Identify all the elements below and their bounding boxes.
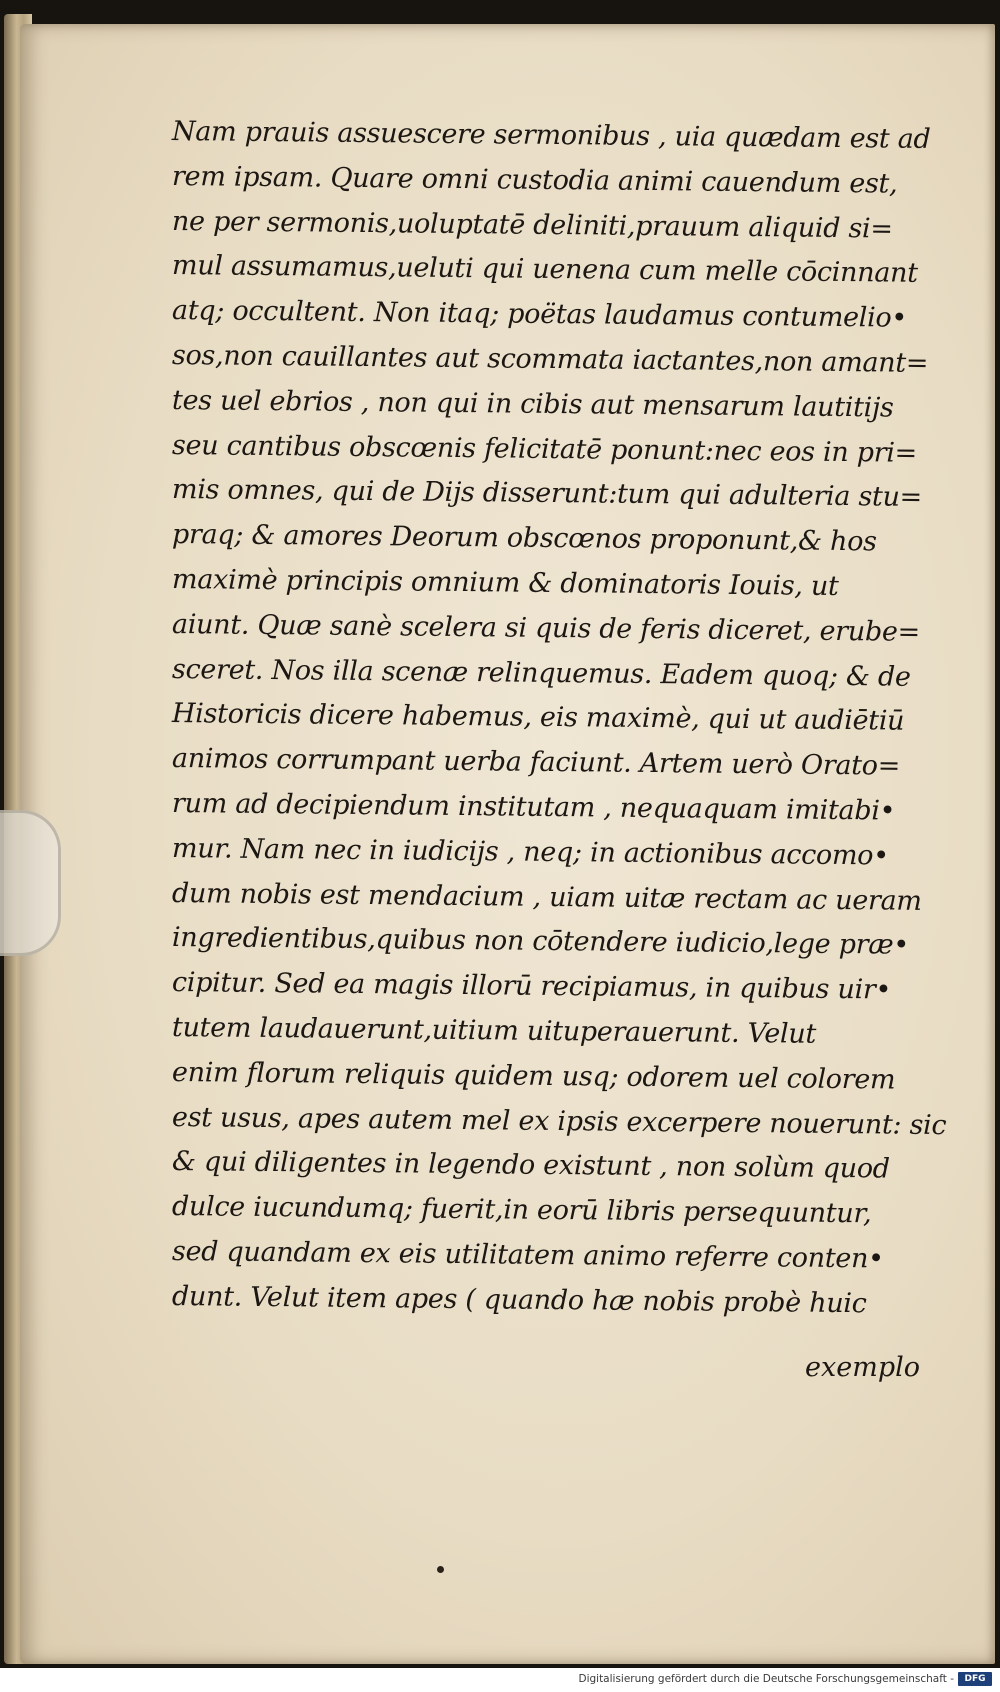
catchword: exemplo <box>805 1352 920 1383</box>
text-line: Historicis dicere habemus, eis maximè, qui ut audiētiū <box>171 698 905 738</box>
text-line: ne per sermonis,uoluptatē deliniti,prauum aliquid si= <box>171 205 893 245</box>
text-line: dum nobis est mendacium , uiam uitæ rectam ac ueram <box>171 877 922 917</box>
text-line: tes uel ebrios , non qui in cibis aut mensarum lautitijs <box>171 384 894 424</box>
text-line: praq; & amores Deorum obscœnos proponunt,& hos <box>171 519 877 558</box>
text-line: aiunt. Quæ sanè scelera si quis de feris diceret, erube= <box>171 608 921 648</box>
footer-credit: Digitalisierung gefördert durch die Deutsche Forschungsgemeinschaft - <box>578 1673 954 1685</box>
text-line: sceret. Nos illa scenæ relinquemus. Eadem quoq; & de <box>171 653 911 693</box>
text-line: enim florum reliquis quidem usq; odorem uel colorem <box>171 1056 896 1096</box>
text-line: seu cantibus obscœnis felicitatē ponunt:nec eos in pri= <box>171 429 918 469</box>
text-line: mis omnes, qui de Dijs disserunt:tum qui adulteria stu= <box>171 474 923 514</box>
text-line: sed quandam ex eis utilitatem animo referre conten• <box>171 1235 884 1275</box>
text-line: mul assumamus,ueluti qui uenena cum melle cōcinnant <box>171 250 918 290</box>
text-line: dunt. Velut item apes ( quando hæ nobis probè huic <box>171 1280 867 1319</box>
text-line: rum ad decipiendum institutam , nequaquam imitabi• <box>171 787 896 827</box>
book-clasp <box>0 810 61 956</box>
text-line: cipitur. Sed ea magis illorū recipiamus, in quibus uir• <box>171 967 892 1006</box>
dfg-logo: DFG <box>958 1672 992 1686</box>
text-line: dulce iucundumq; fuerit,in eorū libris persequuntur, <box>171 1191 872 1230</box>
text-line: tutem laudauerunt,uitium uituperauerunt. Velut <box>171 1011 817 1050</box>
page-text <box>171 110 947 1320</box>
text-line: rem ipsam. Quare omni custodia animi cauendum est, <box>171 160 898 200</box>
text-line: atq; occultent. Non itaq; poëtas laudamus contumelio• <box>171 295 908 334</box>
text-line: ingredientibus,quibus non cōtendere iudicio,lege præ• <box>171 922 910 962</box>
text-line: animos corrumpant uerba faciunt. Artem uerò Orato= <box>171 743 901 782</box>
signature-dot <box>437 1566 444 1573</box>
text-line: Nam prauis assuescere sermonibus , uia quædam est ad <box>171 116 931 155</box>
text-line: sos,non cauillantes aut scommata iactantes,non amant= <box>171 339 929 379</box>
text-line: est usus, apes autem mel ex ipsis excerpere nouerunt: sic <box>171 1101 947 1141</box>
text-line: mur. Nam nec in iudicijs , neq; in actionibus accomo• <box>171 832 890 872</box>
text-line: & qui diligentes in legendo existunt , non solùm quod <box>171 1146 890 1185</box>
text-line: maximè principis omnium & dominatoris Iouis, ut <box>171 563 839 602</box>
